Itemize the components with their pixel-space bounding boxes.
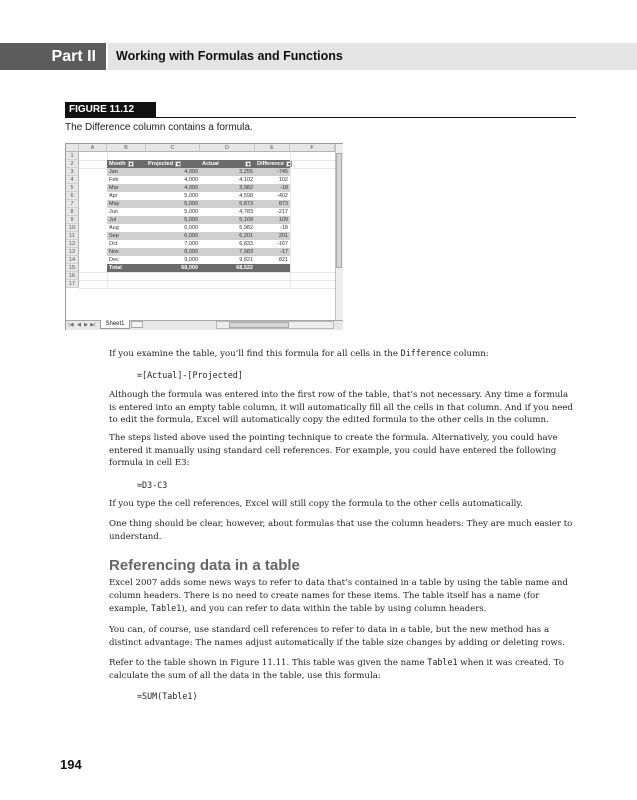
table-cell[interactable]: 102 <box>255 176 290 184</box>
table-cell[interactable]: 5,000 <box>146 216 200 224</box>
row-header[interactable]: 5 <box>66 184 79 192</box>
table-cell[interactable]: 201 <box>255 232 290 240</box>
table-cell[interactable]: Jun <box>107 208 146 216</box>
filter-dropdown-icon[interactable]: ▼ <box>286 161 292 168</box>
table-cell[interactable]: -18 <box>255 224 290 232</box>
row-header[interactable]: 2 <box>66 160 79 168</box>
chapter-title: Working with Formulas and Functions <box>106 43 637 70</box>
table-cell[interactable]: Feb <box>107 176 146 184</box>
table-cell[interactable]: -217 <box>255 208 290 216</box>
grid-line <box>79 288 335 289</box>
select-all-corner[interactable] <box>66 144 79 152</box>
header-label: Month <box>109 161 126 167</box>
paragraph: You can, of course, use standard cell references to refer to data in a table, but the new method has a distinct advantage: The names adjust automatically if the table size changes by adding or deleting rows. <box>109 625 565 648</box>
inline-code: Difference <box>400 348 452 358</box>
column-header-c[interactable]: C <box>146 144 200 152</box>
total-row-cell[interactable]: 68,522 <box>200 264 255 272</box>
total-row-cell[interactable] <box>255 264 290 272</box>
table-cell[interactable]: 5,000 <box>146 192 200 200</box>
inline-code: Table1 <box>427 657 458 667</box>
header-label: Actual <box>202 161 219 167</box>
table-header-month[interactable] <box>107 160 146 168</box>
row-header[interactable]: 14 <box>66 256 79 264</box>
column-header-e[interactable]: E <box>255 144 290 152</box>
table-cell[interactable]: 4,783 <box>200 208 255 216</box>
table-header-projected[interactable] <box>146 160 200 168</box>
column-header-a[interactable]: A <box>79 144 107 152</box>
code-line: =D3-C3 <box>137 480 168 490</box>
table-cell[interactable]: Apr <box>107 192 146 200</box>
table-cell[interactable]: 3,982 <box>200 184 255 192</box>
sheet-tab[interactable]: Sheet1 <box>100 320 130 329</box>
table-cell[interactable]: 4,000 <box>146 176 200 184</box>
insert-sheet-icon[interactable] <box>131 321 143 328</box>
part-label: Part II <box>0 43 106 70</box>
table-cell[interactable]: Aug <box>107 224 146 232</box>
vertical-scroll-thumb[interactable] <box>336 153 342 268</box>
text: column: <box>451 349 489 359</box>
table-cell[interactable]: 8,000 <box>146 248 200 256</box>
table-cell[interactable]: 6,833 <box>200 240 255 248</box>
table-cell[interactable]: 9,821 <box>200 256 255 264</box>
table-cell[interactable]: 4,000 <box>146 168 200 176</box>
row-header[interactable]: 7 <box>66 200 79 208</box>
table-cell[interactable]: 5,000 <box>146 208 200 216</box>
table-cell[interactable]: 7,983 <box>200 248 255 256</box>
column-header-f[interactable]: F <box>290 144 335 152</box>
paragraph: One thing should be clear, however, about formulas that use the column headers: They are much easier to understand. <box>109 519 573 542</box>
total-row-label[interactable]: Total <box>107 264 146 272</box>
text: when it was created. To calculate the sum of all the data in the table, use this formula: <box>109 658 564 681</box>
grid-line <box>290 152 291 289</box>
table-cell[interactable]: Jan <box>107 168 146 176</box>
row-header[interactable]: 17 <box>66 280 79 288</box>
table-cell[interactable]: 5,982 <box>200 224 255 232</box>
header-separator <box>106 43 108 70</box>
table-cell[interactable]: -402 <box>255 192 290 200</box>
text: Excel 2007 adds some news ways to refer to data that’s contained in a table by using the table name and column headers. There is no need to create names for these items. The table itself has a name (for example, <box>109 578 568 615</box>
header-label: Projected <box>148 161 174 167</box>
row-header[interactable]: 8 <box>66 208 79 216</box>
grid-line <box>79 280 335 281</box>
figure-label: FIGURE 11.12 <box>65 102 156 118</box>
table-cell[interactable]: 4,000 <box>146 184 200 192</box>
horizontal-scroll-thumb[interactable] <box>229 322 289 328</box>
table-cell[interactable]: 5,873 <box>200 200 255 208</box>
row-header[interactable]: 6 <box>66 192 79 200</box>
table-cell[interactable]: 4,102 <box>200 176 255 184</box>
table-cell[interactable]: 6,000 <box>146 224 200 232</box>
table-cell[interactable]: 821 <box>255 256 290 264</box>
table-cell[interactable]: Nov <box>107 248 146 256</box>
table-cell[interactable]: -745 <box>255 168 290 176</box>
text: If you examine the table, you’ll find this formula for all cells in the <box>109 349 401 359</box>
inline-code: Table1 <box>151 603 182 614</box>
page-number: 194 <box>60 757 82 772</box>
table-cell[interactable]: -167 <box>255 240 290 248</box>
row-header[interactable]: 10 <box>66 224 79 232</box>
table-cell[interactable]: 7,000 <box>146 240 200 248</box>
code-line: =SUM(Table1) <box>137 691 198 701</box>
row-header[interactable]: 1 <box>66 152 79 160</box>
table-cell[interactable]: -17 <box>255 248 290 256</box>
table-cell[interactable]: 109 <box>255 216 290 224</box>
filter-dropdown-icon[interactable]: ▼ <box>245 161 251 168</box>
spreadsheet-screenshot <box>65 143 343 330</box>
table-cell[interactable]: 6,000 <box>146 232 200 240</box>
table-cell[interactable]: Mar <box>107 184 146 192</box>
row-header[interactable]: 4 <box>66 176 79 184</box>
table-cell[interactable]: -18 <box>255 184 290 192</box>
grid-line <box>79 272 335 273</box>
table-cell[interactable]: 4,598 <box>200 192 255 200</box>
row-header[interactable]: 9 <box>66 216 79 224</box>
table-cell[interactable]: Sep <box>107 232 146 240</box>
text: ), and you can refer to data within the table by using column headers. <box>181 604 487 615</box>
table-cell[interactable]: 6,201 <box>200 232 255 240</box>
row-header[interactable]: 11 <box>66 232 79 240</box>
table-cell[interactable]: 5,000 <box>146 200 200 208</box>
table-cell[interactable]: May <box>107 200 146 208</box>
paragraph <box>109 347 576 361</box>
row-header[interactable]: 3 <box>66 168 79 176</box>
prev-sheet-icon[interactable]: ◀ <box>77 322 81 328</box>
text: Refer to the table shown in Figure 11.11. This table was given the name <box>109 658 428 668</box>
table-cell[interactable]: 873 <box>255 200 290 208</box>
paragraph: If you type the cell references, Excel will still copy the formula to the other cells automatically. <box>109 499 523 509</box>
filter-dropdown-icon[interactable]: ▼ <box>128 161 134 168</box>
table-cell[interactable]: Oct <box>107 240 146 248</box>
filter-dropdown-icon[interactable]: ▼ <box>176 161 182 168</box>
figure-rule <box>65 117 576 118</box>
row-header[interactable]: 13 <box>66 248 79 256</box>
figure-caption: The Difference column contains a formula. <box>65 122 253 133</box>
column-header-b[interactable]: B <box>107 144 146 152</box>
paragraph: Although the formula was entered into the first row of the table, that’s not necessary. Any time a formula is entered into an empty table column, it will automatically fill all the cells in that column. And if you need to edit the formula, Excel will automatically copy the edited formula to the other cells in the column. <box>109 390 573 426</box>
last-sheet-icon[interactable]: ▶| <box>90 322 96 328</box>
section-heading: Referencing data in a table <box>109 557 300 574</box>
table-cell[interactable]: 9,000 <box>146 256 200 264</box>
header-label: Difference <box>257 161 284 167</box>
paragraph: The steps listed above used the pointing technique to create the formula. Alternatively, you could have entered it manually using standard cell references. For example, you could have entered the following formula in cell E3: <box>109 433 558 469</box>
table-header-difference[interactable] <box>255 160 290 168</box>
code-line: =[Actual]-[Projected] <box>137 370 243 380</box>
row-header[interactable]: 16 <box>66 272 79 280</box>
table-cell[interactable]: Jul <box>107 216 146 224</box>
column-header-d[interactable]: D <box>200 144 255 152</box>
row-header[interactable]: 12 <box>66 240 79 248</box>
first-sheet-icon[interactable]: |◀ <box>68 322 74 328</box>
paragraph <box>109 577 576 616</box>
row-header[interactable]: 15 <box>66 264 79 272</box>
paragraph <box>109 656 576 682</box>
table-header-actual[interactable] <box>200 160 255 168</box>
total-row-cell[interactable]: 68,000 <box>146 264 200 272</box>
table-cell[interactable]: 5,109 <box>200 216 255 224</box>
table-cell[interactable]: 3,255 <box>200 168 255 176</box>
table-cell[interactable]: Dec <box>107 256 146 264</box>
next-sheet-icon[interactable]: ▶ <box>84 322 88 328</box>
